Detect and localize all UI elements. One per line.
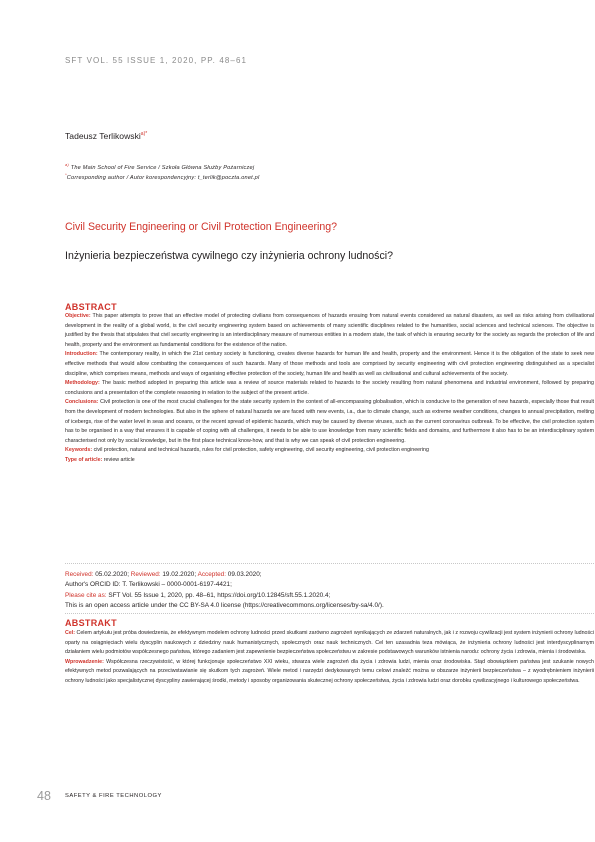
abstract-introduction: Introduction: The contemporary reality, in which the 21st century society is functioning, creates diverse hazards for human life and health, property and the environment. Hence it is the obligation of the state to seek new effective methods that would allow combatting the consequences of such hazards. Many of those methods and tools are comprised by security engineering with civil protection engineering distinguished as a specialist discipline, which comprises means, methods and ways of organising effective protection of the society, human life and health as well as civilisational and cultural achievements of the society. [65,351,594,377]
abstrakt-cel: Cel: Celem artykułu jest próba dowiedzenia, że efektywnym modelem ochrony ludności przed skutkami zarówno zagrożeń wynikających ze zdarzeń naturalnych, jak i z rozwoju cywilizacji jest system inżynierii ochrony ludności oparty na osiągnięciach wielu dyscyplin naukowych z dziedziny nauk humanistycznych, społecznych oraz nauk technicznych. Cel ten uzasadnia teza mówiąca, że inżynieria ochrony ludności jest interdyscyplinarnym działaniem wielu podmiotów współczesnego państwa, którego zadaniem jest zapewnienie bezpieczeństwa społeczeństwu w zakresie podstawowych warunków istnienia narodu: ochrony życia i zdrowia, mienia i środowiska. [65,630,594,656]
affiliation-2: *Corresponding author / Autor korespondencyjny: t_terlik@poczta.onet.pl [65,172,260,181]
cite-line: Please cite as: SFT Vol. 55 Issue 1, 2020, pp. 48–61, https://doi.org/10.12845/sft.55.1.2020.4; [65,591,331,599]
abstract-keywords: Keywords: civil protection, natural and technical hazards, rules for civil protection, safety engineering, civil security engineering, civil protection engineering [65,447,429,454]
author-marks: a)* [140,131,148,138]
abstract-body [65,312,594,466]
footer-journal-name: SAFETY & FIRE TECHNOLOGY [65,793,162,799]
abstrakt-wprowadzenie: Wprowadzenie: Współczesna rzeczywistość, w której funkcjonuje społeczeństwo XXI wieku, stwarza wiele zagrożeń dla życia i zdrowia ludzi, mienia oraz środowiska. Stąd obowiązkiem państwa jest szukanie nowych efektywnych metod pozwalających na przeciwstawianie się skutkom tych zagrożeń. Wiele metod i narzędzi dedykowanych temu celowi znaleźć można w obszarze inżynierii bezpieczeństwa – z wyodrębnieniem inżynierii ochrony ludności jako specjalistycznej dyscypliny zawierającej środki, metody i sposoby organizowania skutecznej ochrony społeczeństwa, życia i zdrowia ludzi oraz dorobku cywilizacyjnego i kulturowego społeczeństwa. [65,658,594,684]
author-name: Tadeusz Terlikowski [65,131,141,141]
orcid-line: Author's ORCID ID: T. Terlikowski – 0000-0001-6197-4421; [65,581,232,589]
license-line: This is an open access article under the CC BY-SA 4.0 license (https://creativecommons.org/licenses/by-sa/4.0/). [65,602,384,610]
abstract-objective: Objective: This paper attempts to prove that an effective model of protecting civilians from consequences of hazards ensuing from natural events considered as natural disasters, as well as risks arising from civilisational development in the reality of a global world, is the civil security engineering system based on achievements of many scientific disciplines related to the humanities, social sciences and technical sciences. The objective is justified by the thesis that stipulates that civil security engineering is an interdisciplinary measure of numerous entities in a modern state, the task of which is ensuring security for the society as regards the protection of life and health, property and the environment as fundamental conditions for the existence of the nation. [65,313,594,348]
abstract-conclusions: Conclusions: Civil protection is one of the most crucial challenges for the state security system in the context of all-encompassing globalisation, which is conducive to the generation of new hazards, especially those that result from the development of modern technologies. But also in the sphere of natural hazards we are faced with new events, i.a., due to climate change, such as extreme weather conditions, changes to annual precipitation, melting of icebergs, rise of the water level in seas and oceans, or the recent spread of epidemic hazards, which may be caused by diverse viruses, such as the current coronavirus outbreak. To be effective, the civil protection system has to be organised in a way that ensures it is capable of coping with all challenges, it needs to be able to use knowledge from many scientific fields and domains, and furthermore it also has to be an interdisciplinary system characterised not only by social knowledge, but in the first place technical know-how, and that is why we can speak of civil protection engineering. [65,399,594,444]
journal-header: SFT VOL. 55 ISSUE 1, 2020, PP. 48–61 [65,56,248,65]
dates-line: Received: 05.02.2020; Reviewed: 19.02.2020; Accepted: 09.03.2020; [65,571,262,578]
title-polish: Inżynieria bezpieczeństwa cywilnego czy inżynieria ochrony ludności? [65,250,393,262]
author-line [65,131,147,141]
abstrakt-heading: ABSTRAKT [65,618,117,628]
divider-bottom [65,613,594,614]
publication-info [65,570,594,612]
divider-top [65,563,594,564]
affiliation-1: $^{a)}$ The Main School of Fire Service / Szkoła Główna Służby Pożarniczej [65,162,255,171]
abstract-methodology: Methodology: The basic method adopted in preparing this article was a review of source materials related to hazards to the society resulting from natural phenomena and industrial environment, followed by preparing conclusions and a presentation of the complete reasoning in relation to the subject of the present article. [65,380,594,396]
abstract-heading: ABSTRACT [65,302,117,312]
title-english: Civil Security Engineering or Civil Protection Engineering? [65,221,338,233]
abstract-type: Type of article: review article [65,456,135,463]
page-number: 48 [37,789,51,803]
abstrakt-body [65,629,594,687]
